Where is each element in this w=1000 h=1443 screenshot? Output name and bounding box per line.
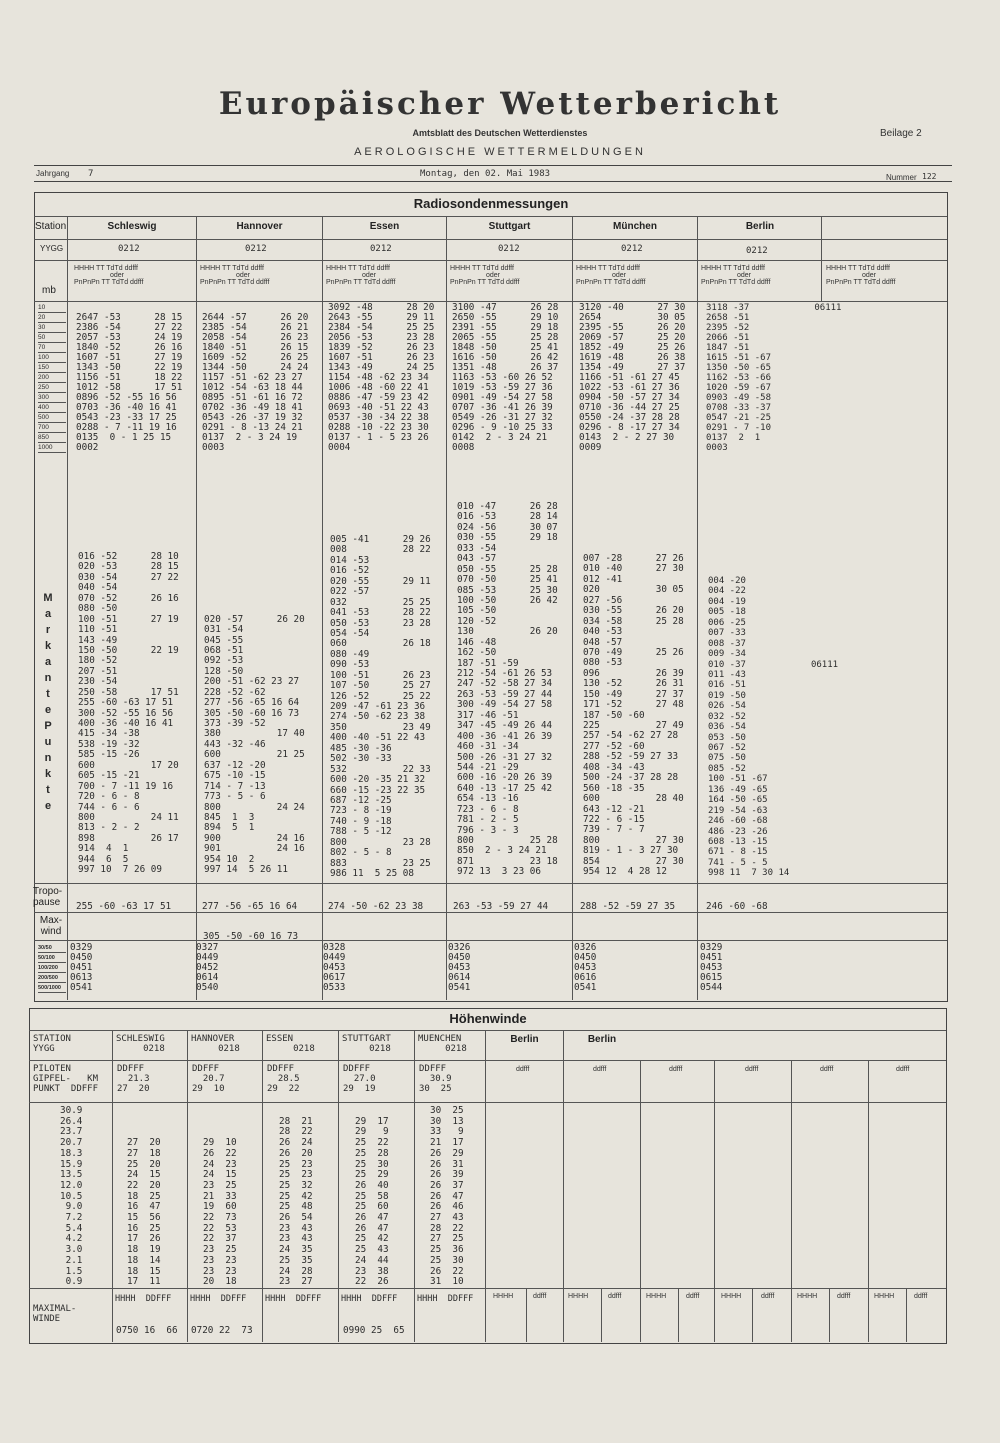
- subtitle: Amtsblatt des Deutschen Wetterdienstes: [412, 128, 588, 138]
- max-head: HHHH DDFFF: [190, 1294, 247, 1304]
- shear-level: 500/1000: [38, 983, 66, 993]
- shear-level: 30/50: [38, 943, 66, 953]
- shear-values: 0329 0450 0451 0613 0541: [70, 942, 93, 993]
- masthead-title: Europäischer Wetterbericht: [218, 86, 782, 122]
- mb-label: mb: [42, 285, 56, 296]
- piloten-value: DDFFF 30.9 30 25: [419, 1064, 452, 1094]
- radiosonde-title: Radiosondenmessungen: [413, 196, 569, 211]
- shear-level: 50/100: [38, 953, 66, 963]
- maxwind-label: Max-wind: [39, 915, 63, 937]
- ddfff-label: ddfff: [516, 1066, 530, 1073]
- max-head-small-label: ddfff: [761, 1293, 775, 1300]
- berlin-sigpoints: 004 -20 004 -22 004 -19 005 -18 006 -25 007 -33 008 -37 009 -34 010 -37 06111 011 -43 016 -51 019 -50 026 -54 032 -52 036 -54 053 -50 067 -52 075 -50 085 -52 100 -51 -67 136 -49 -65 164 -50 -65 219 -54 -63 246 -60 -68 486 -23 -26 608 -13 -15 671 - 8 -15 741 - 5 - 5 998 11 7 30 14: [708, 576, 839, 879]
- mb-level: 50: [38, 333, 66, 343]
- hw-essen: 28 21 28 22 26 24 26 20 25 23 25 23 25 32 25 42 25 48 26 54 23 43 23 43 24 35 25 35 24 28 23 27: [279, 1115, 313, 1288]
- piloten-value: DDFFF 21.3 27 20: [117, 1064, 150, 1094]
- max-value: 0990 25 65: [343, 1325, 405, 1336]
- hoehenwinde-title: Höhenwinde: [449, 1011, 527, 1026]
- piloten-value: DDFFF 20.7 29 10: [192, 1064, 225, 1094]
- hw-station: SCHLESWIG 0218: [116, 1034, 165, 1054]
- tropo-value: 246 -60 -68: [706, 901, 768, 912]
- essen-levels: 3092 -48 28 20 2643 -55 29 11 2384 -54 25 25 2056 -53 23 28 1839 -52 26 23 1607 -51 26 23 1343 -49 24 25 1154 -48 -62 23 34 1006 -48 -60 22 41 0886 -47 -59 23 42 0693 -40 -51 22 43 0537 -30 -34 22 38 0288 -10 -22 23 30 0137 - 1 - 5 23 26 0004: [328, 302, 435, 453]
- yygg-label: YYGG: [40, 244, 64, 253]
- station-berlin: Berlin: [745, 221, 775, 232]
- max-head-small-label: ddfff: [837, 1293, 851, 1300]
- shear-values: 0329 0451 0453 0615 0544: [700, 942, 723, 993]
- hannover-levels: 2644 -57 26 20 2385 -54 26 21 2058 -54 26 23 1840 -51 26 15 1609 -52 26 25 1344 -50 24 24 1157 -51 -62 23 27 1012 -54 -63 18 44 0895 -51 -61 16 72 0702 -36 -49 18 41 0543 -26 -37 19 32 0291 - 8 -13 24 21 0137 2 - 3 24 19 0003: [202, 312, 309, 453]
- jahrgang-value: 7: [88, 169, 94, 179]
- piloten-value: DDFFF 28.5 29 22: [267, 1064, 300, 1094]
- mb-level: 1000: [38, 443, 66, 453]
- mb-level: 850: [38, 433, 66, 443]
- yygg-value: 0212: [498, 244, 520, 254]
- hw-station-berlin: Berlin: [510, 1034, 539, 1045]
- mb-level: 500: [38, 413, 66, 423]
- station-essen: Essen: [369, 221, 400, 232]
- ddfff-label: ddfff: [593, 1066, 607, 1073]
- mb-levels: [38, 303, 66, 453]
- max-head-small-label: HHHH: [493, 1293, 514, 1300]
- shear-level: 100/200: [38, 963, 66, 973]
- schleswig-sigpoints: 016 -52 28 10 020 -53 28 15 030 -54 27 22 040 -54 070 -52 26 16 080 -50 100 -51 27 19 110 -51 143 -49 150 -50 22 19 180 -52 207 -51 230 -54 250 -58 17 51 255 -60 -63 17 51 300 -52 -55 16 56 400 -36 -40 16 41 415 -34 -38 538 -19 -32 585 -15 -26 600 17 20 605 -15 -21 700 - 7 -11 19 16 720 - 6 - 8 744 - 6 - 6 800 24 11 813 - 2 - 2 898 26 17 914 4 1 944 6 5 997 10 7 26 09: [78, 551, 179, 876]
- ddfff-label: ddfff: [745, 1066, 759, 1073]
- mb-level: 20: [38, 313, 66, 323]
- berlin-levels: 3118 -37 06111 2658 -51 2395 -52 2066 -51 1847 -51 1615 -51 -67 1350 -50 -65 1162 -53 -66 1020 -59 -67 0903 -49 -58 0708 -33 -37 0547 -21 -25 0291 - 7 -10 0137 2 1 0003: [706, 303, 842, 453]
- hw-station: STUTTGART 0218: [342, 1034, 391, 1054]
- yygg-value: 0212: [118, 244, 140, 254]
- stuttgart-levels: 3100 -47 26 28 2650 -55 29 10 2391 -55 29 18 2065 -55 25 28 1848 -50 25 41 1616 -50 26 42 1351 -48 26 37 1163 -53 -60 26 52 1019 -53 -59 27 36 0901 -49 -54 27 58 0707 -36 -41 26 39 0549 -26 -31 27 32 0296 - 9 -10 25 33 0142 2 - 3 24 21 0008: [452, 302, 559, 453]
- mb-level: 400: [38, 403, 66, 413]
- hannover-sigpoints: 020 -57 26 20 031 -54 045 -55 068 -51 092 -53 128 -50 200 -51 -62 23 27 228 -52 -62 277 -56 -65 16 64 305 -50 -60 16 73 373 -39 -52 380 17 40 443 -32 -46 600 21 25 637 -12 -20 675 -10 -15 714 - 7 -13 773 - 5 - 6 800 24 24 845 1 3 894 5 1 900 24 16 901 24 16 954 10 2 997 14 5 26 11: [204, 613, 305, 876]
- mb-level: 30: [38, 323, 66, 333]
- hw-station-label: STATION YYGG: [33, 1034, 71, 1054]
- hw-station-berlin: Berlin: [587, 1034, 617, 1045]
- yygg-value: 0212: [245, 244, 267, 254]
- max-head-small-label: HHHH: [568, 1293, 589, 1300]
- subhead: HHHH TT TdTd ddfff oder PnPnPn TT TdTd ddfff: [74, 265, 144, 286]
- nummer-value: 122: [922, 172, 937, 181]
- hw-hannover: 29 10 26 22 24 23 24 15 23 25 21 33 19 60 22 73 22 53 22 37 23 25 23 23 23 23 20 18: [203, 1137, 237, 1288]
- mb-level: 700: [38, 423, 66, 433]
- max-head-small-label: ddfff: [608, 1293, 622, 1300]
- jahrgang-label: Jahrgang: [36, 169, 70, 178]
- max-value: 0720 22 73: [191, 1325, 253, 1336]
- subhead: HHHH TT TdTd ddfff oder PnPnPn TT TdTd ddfff: [826, 265, 896, 286]
- subhead: HHHH TT TdTd ddfff oder PnPnPn TT TdTd ddfff: [701, 265, 771, 286]
- markante-punkte-label: M a r k a n t e P u n k t e: [43, 592, 53, 812]
- section-title: AEROLOGISCHE WETTERMELDUNGEN: [354, 146, 646, 158]
- mb-level: 100: [38, 353, 66, 363]
- shear-labels: [38, 943, 66, 993]
- max-head-small-label: HHHH: [646, 1293, 667, 1300]
- yygg-value: 0212: [370, 244, 392, 254]
- tropopause-label: Tropo-pause: [33, 886, 63, 908]
- station-schleswig: Schleswig: [107, 221, 157, 232]
- hw-muenchen: 30 25 30 13 33 9 21 17 26 29 26 31 26 39 26 37 26 47 26 46 27 43 28 22 27 25 25 36 25 30 26 22 31 10: [430, 1105, 464, 1288]
- piloten-value: DDFFF 27.0 29 19: [343, 1064, 376, 1094]
- mb-level: 300: [38, 393, 66, 403]
- yygg-value: 0212: [621, 244, 643, 254]
- max-head: HHHH DDFFF: [417, 1294, 474, 1304]
- muenchen-levels: 3120 -40 27 30 2654 30 05 2395 -55 26 20 2069 -57 25 20 1852 -49 25 26 1619 -48 26 38 1354 -49 27 37 1166 -51 -61 27 45 1022 -53 -61 27 36 0904 -50 -57 27 34 0710 -36 -44 27 25 0550 -24 -37 28 28 0296 - 8 -17 27 34 0143 2 - 2 27 30 0009: [579, 302, 686, 453]
- subhead: HHHH TT TdTd ddfff oder PnPnPn TT TdTd ddfff: [576, 265, 646, 286]
- subhead: HHHH TT TdTd ddfff oder PnPnPn TT TdTd ddfff: [326, 265, 396, 286]
- hw-stuttgart: 29 17 29 9 25 22 25 28 25 30 25 29 26 40 25 58 25 60 26 47 26 47 25 42 25 43 24 44 23 38 22 26: [355, 1115, 389, 1288]
- mb-level: 150: [38, 363, 66, 373]
- shear-values: 0328 0449 0453 0617 0533: [323, 942, 346, 993]
- station-muenchen: München: [613, 221, 657, 232]
- hw-km-levels: 30.9 26.4 23.7 20.7 18.3 15.9 13.5 12.0 10.5 9.0 7.2 5.4 4.2 3.0 2.1 1.5 0.9: [60, 1105, 83, 1288]
- hw-schleswig: 27 20 27 18 25 20 24 15 22 20 18 25 16 47 15 56 16 25 17 26 18 19 18 14 18 15 17 11: [127, 1137, 161, 1288]
- nummer-label: Nummer: [886, 173, 917, 182]
- mb-level: 10: [38, 303, 66, 313]
- shear-values: 0327 0449 0452 0614 0540: [196, 942, 219, 993]
- max-head-small-label: ddfff: [686, 1293, 700, 1300]
- tropo-value: 277 -56 -65 16 64: [202, 901, 298, 912]
- essen-sigpoints: 005 -41 29 26 008 28 22 014 -53 016 -52 020 -55 29 11 022 -57 032 25 25 041 -53 28 22 050 -53 23 28 054 -54 060 26 18 080 -49 090 -53 100 -51 26 23 107 -50 25 27 126 -52 25 22 209 -47 -61 23 36 274 -50 -62 23 38 350 23 49 400 -40 -51 22 43 485 -30 -36 502 -30 -33 532 22 33 600 -20 -35 21 32 660 -15 -23 22 35 687 -12 -25 723 - 8 -19 740 - 9 -18 788 - 5 -12 800 23 28 802 - 5 - 8 883 23 25 986 11 5 25 08: [330, 534, 431, 879]
- schleswig-levels: 2647 -53 28 15 2386 -54 27 22 2057 -53 24 19 1840 -52 26 16 1607 -51 27 19 1343 -50 22 19 1156 -51 18 22 1012 -58 17 51 0896 -52 -55 16 56 0703 -36 -40 16 41 0543 -23 -33 17 25 0288 - 7 -11 19 16 0135 0 - 1 25 15 0002: [76, 312, 183, 453]
- mb-level: 70: [38, 343, 66, 353]
- ddfff-label: ddfff: [820, 1066, 834, 1073]
- shear-values: 0326 0450 0453 0614 0541: [448, 942, 471, 993]
- hw-station: ESSEN 0218: [266, 1034, 315, 1054]
- muenchen-sigpoints: 007 -28 27 26 010 -40 27 30 012 -41 020 30 05 027 -56 030 -55 26 20 034 -58 25 28 040 -53 048 -57 070 -49 25 26 080 -53 096 26 39 130 -52 26 31 150 -49 27 37 171 -52 27 48 187 -50 -60 225 27 49 257 -54 -62 27 28 277 -52 -60 288 -52 -59 27 33 408 -34 -43 500 -24 -37 28 28 560 -18 -35 600 28 40 643 -12 -21 722 - 6 -15 739 - 7 - 7 800 27 30 819 - 1 - 3 27 30 854 27 30 954 12 4 28 12: [583, 553, 684, 878]
- tropo-value: 274 -50 -62 23 38: [328, 901, 424, 912]
- max-head-small-label: ddfff: [533, 1293, 547, 1300]
- mb-level: 200: [38, 373, 66, 383]
- issue-date: Montag, den 02. Mai 1983: [420, 169, 551, 179]
- max-head: HHHH DDFFF: [265, 1294, 322, 1304]
- shear-values: 0326 0450 0453 0616 0541: [574, 942, 597, 993]
- station-hannover: Hannover: [236, 221, 283, 232]
- station-label: Station: [35, 221, 67, 232]
- max-head-small-label: ddfff: [914, 1293, 928, 1300]
- max-value: 0750 16 66: [116, 1325, 178, 1336]
- max-head: HHHH DDFFF: [115, 1294, 172, 1304]
- max-head: HHHH DDFFF: [341, 1294, 398, 1304]
- ddfff-label: ddfff: [669, 1066, 683, 1073]
- max-head-small-label: HHHH: [797, 1293, 818, 1300]
- yygg-value: 0212: [746, 246, 768, 256]
- mb-level: 250: [38, 383, 66, 393]
- max-head-small-label: HHHH: [874, 1293, 895, 1300]
- tropo-value: 288 -52 -59 27 35: [580, 901, 676, 912]
- station-stuttgart: Stuttgart: [488, 221, 531, 232]
- tropo-value: 255 -60 -63 17 51: [76, 901, 172, 912]
- stuttgart-sigpoints: 010 -47 26 28 016 -53 28 14 024 -56 30 07 030 -55 29 18 033 -54 043 -57 050 -55 25 28 070 -50 25 41 085 -53 25 30 100 -50 26 42 105 -50 120 -52 130 26 20 146 -48 162 -50 187 -51 -59 212 -54 -61 26 53 247 -52 -58 27 34 263 -53 -59 27 44 300 -49 -54 27 58 317 -46 -51 347 -45 -49 26 44 400 -36 -41 26 39 460 -31 -34 500 -26 -31 27 32 544 -21 -29 600 -16 -20 26 39 640 -13 -17 25 42 654 -13 -16 723 - 6 - 8 781 - 2 - 5 796 - 3 - 3 800 25 28 850 2 - 3 24 21 871 23 18 972 13 3 23 06: [457, 501, 558, 878]
- piloten-label: PILOTEN GIPFEL- KM PUNKT DDFFF: [33, 1064, 99, 1094]
- hw-station: MUENCHEN 0218: [418, 1034, 467, 1054]
- tropo-value: 263 -53 -59 27 44: [453, 901, 549, 912]
- subhead: HHHH TT TdTd ddfff oder PnPnPn TT TdTd ddfff: [450, 265, 520, 286]
- hw-station: HANNOVER 0218: [191, 1034, 240, 1054]
- ddfff-label: ddfff: [896, 1066, 910, 1073]
- subhead: HHHH TT TdTd ddfff oder PnPnPn TT TdTd ddfff: [200, 265, 270, 286]
- maxwind-value: 305 -50 -60 16 73: [203, 931, 299, 942]
- shear-level: 200/500: [38, 973, 66, 983]
- maximal-winde-label: MAXIMAL- WINDE: [33, 1304, 77, 1324]
- max-head-small-label: HHHH: [721, 1293, 742, 1300]
- supplement-label: Beilage 2: [880, 128, 922, 139]
